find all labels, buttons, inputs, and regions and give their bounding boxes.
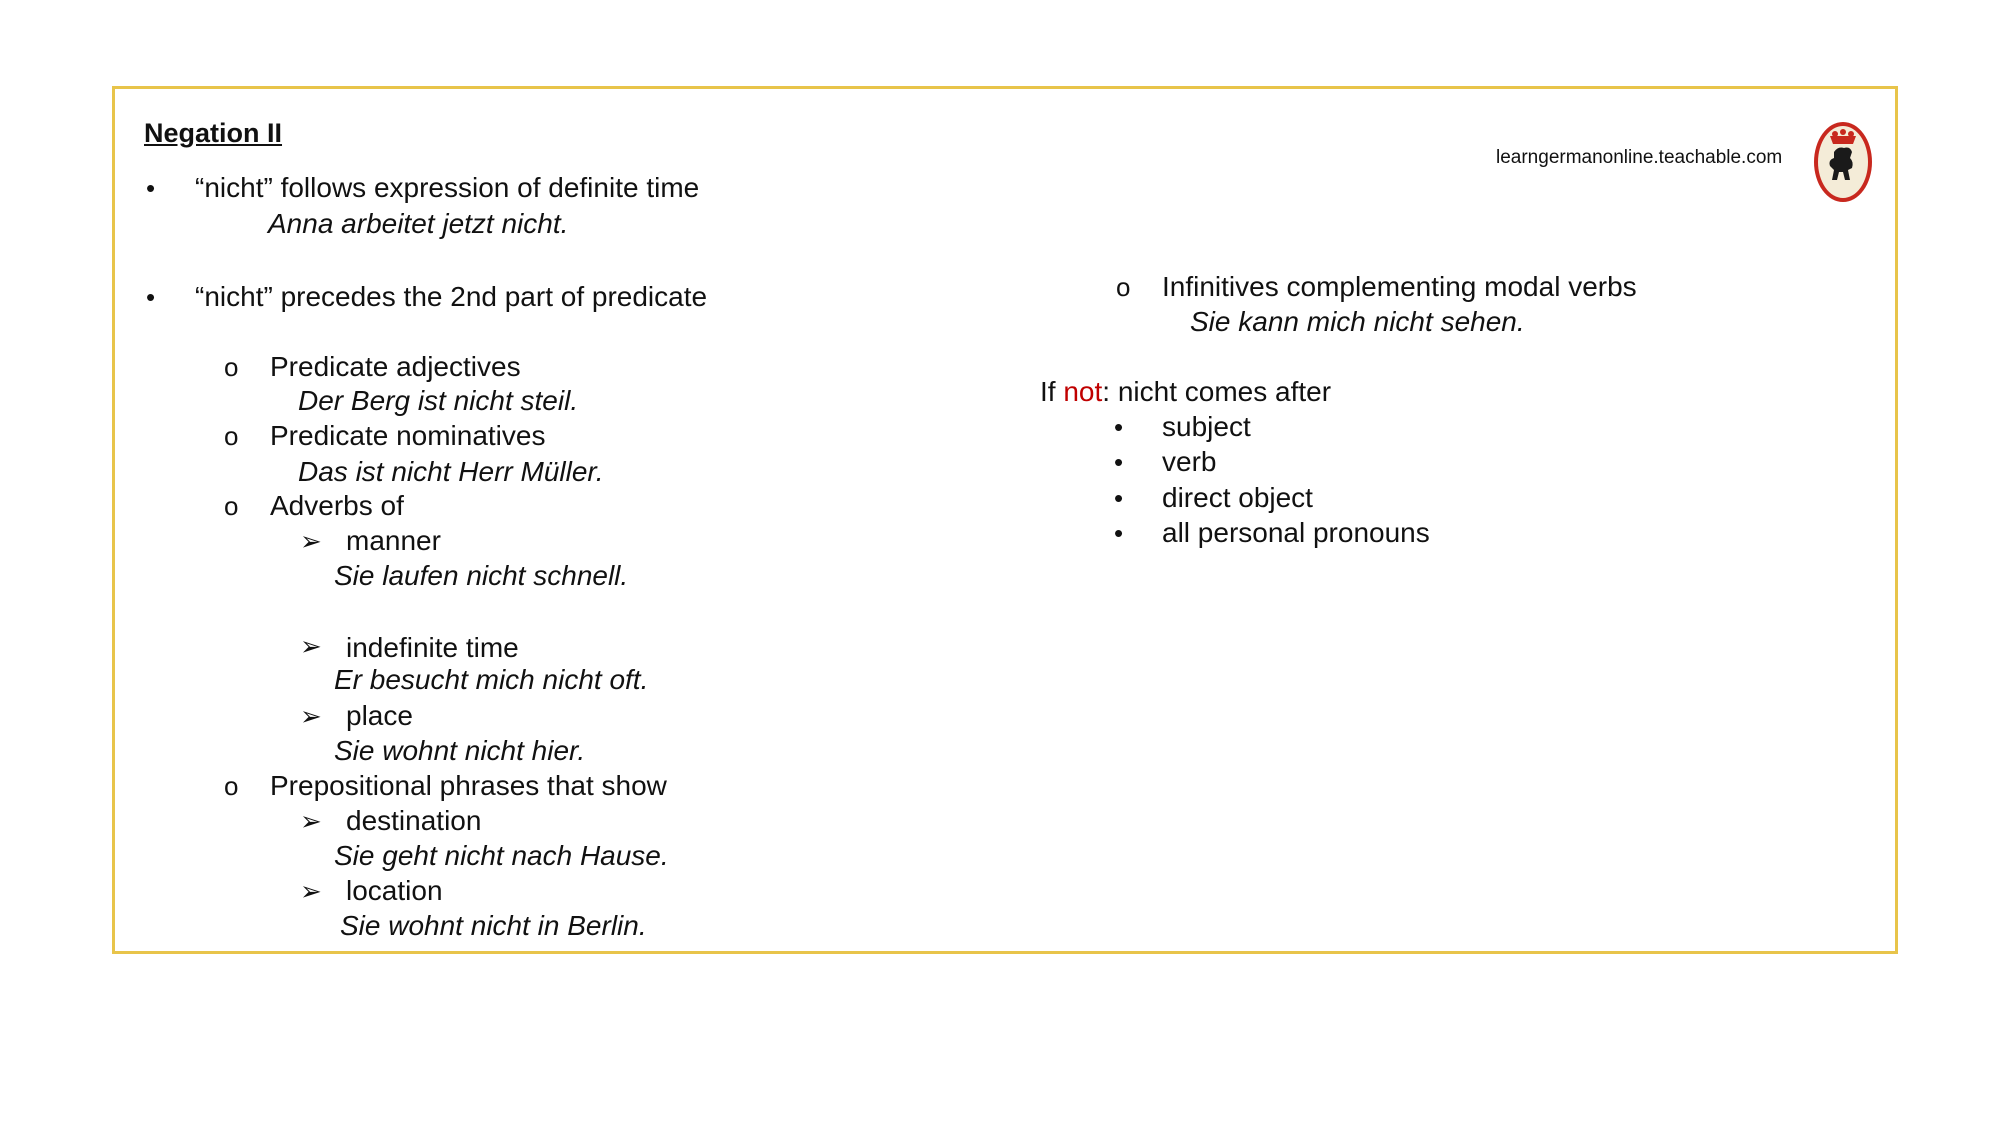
example-destination: Sie geht nicht nach Hause.	[334, 840, 669, 871]
item-destination: destination	[346, 805, 482, 836]
arrow-bullet-icon: ➢	[300, 701, 322, 731]
slide-title: Negation II	[144, 118, 283, 148]
rule-definite-time: “nicht” follows expression of definite time	[195, 172, 700, 203]
arrow-bullet-icon: ➢	[300, 631, 322, 661]
bullet-icon: •	[1114, 483, 1124, 513]
circle-bullet-icon: o	[224, 491, 239, 521]
arrow-bullet-icon: ➢	[300, 806, 322, 836]
circle-bullet-icon: o	[224, 352, 239, 382]
circle-bullet-icon: o	[224, 421, 239, 451]
circle-bullet-icon: o	[1116, 272, 1131, 302]
website-label: learngermanonline.teachable.com	[1496, 147, 1783, 168]
example-predicate-adjectives: Der Berg ist nicht steil.	[298, 385, 579, 416]
example-definite-time: Anna arbeitet jetzt nicht.	[268, 208, 569, 239]
item-infinitives-modal-verbs: Infinitives complementing modal verbs	[1162, 271, 1637, 302]
arrow-bullet-icon: ➢	[300, 526, 322, 556]
example-predicate-nominatives: Das ist nicht Herr Müller.	[298, 456, 604, 487]
item-place: place	[346, 700, 413, 731]
after-item-personal-pronouns: all personal pronouns	[1162, 517, 1430, 548]
item-indefinite-time: indefinite time	[346, 632, 519, 663]
rule-second-part-predicate: “nicht” precedes the 2nd part of predicate	[195, 281, 708, 312]
example-manner: Sie laufen nicht schnell.	[334, 560, 629, 591]
example-place: Sie wohnt nicht hier.	[334, 735, 586, 766]
item-adverbs-of: Adverbs of	[270, 490, 404, 521]
if-suffix: : nicht comes after	[1102, 376, 1332, 407]
after-item-verb: verb	[1162, 446, 1217, 477]
after-item-direct-object: direct object	[1162, 482, 1313, 513]
example-indefinite-time: Er besucht mich nicht oft.	[334, 664, 649, 695]
example-location: Sie wohnt nicht in Berlin.	[340, 910, 647, 941]
if-prefix: If	[1040, 376, 1064, 407]
bullet-icon: •	[146, 282, 156, 312]
item-predicate-nominatives: Predicate nominatives	[270, 420, 546, 451]
if-not-highlight: not	[1063, 376, 1103, 407]
bullet-icon: •	[1114, 447, 1124, 477]
circle-bullet-icon: o	[224, 771, 239, 801]
example-infinitives-modal-verbs: Sie kann mich nicht sehen.	[1190, 306, 1525, 337]
bullet-icon: •	[146, 173, 156, 203]
item-location: location	[346, 875, 443, 906]
item-predicate-adjectives: Predicate adjectives	[270, 351, 521, 382]
arrow-bullet-icon: ➢	[300, 876, 322, 906]
berlin-bear-logo-icon	[1812, 120, 1874, 204]
after-item-subject: subject	[1162, 411, 1251, 442]
item-manner: manner	[346, 525, 441, 556]
if-not-heading	[1040, 375, 1331, 409]
item-prepositional-phrases: Prepositional phrases that show	[270, 770, 667, 801]
bullet-icon: •	[1114, 518, 1124, 548]
bullet-icon: •	[1114, 412, 1124, 442]
